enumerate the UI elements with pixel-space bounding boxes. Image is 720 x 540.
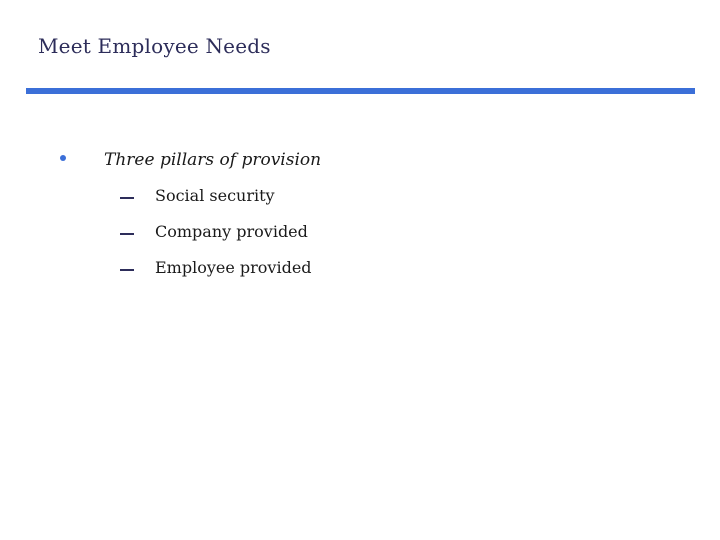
dash-icon bbox=[120, 233, 134, 235]
slide-title: Meet Employee Needs bbox=[38, 34, 271, 58]
dash-icon bbox=[120, 269, 134, 271]
dash-icon bbox=[120, 197, 134, 199]
bullet-dot-icon bbox=[60, 155, 66, 161]
title-divider bbox=[26, 88, 695, 94]
bullet-text: Three pillars of provision bbox=[104, 150, 322, 170]
sub-bullet-text: Company provided bbox=[155, 222, 308, 241]
sub-bullet-text: Employee provided bbox=[155, 258, 312, 277]
sub-bullet-text: Social security bbox=[155, 186, 275, 205]
